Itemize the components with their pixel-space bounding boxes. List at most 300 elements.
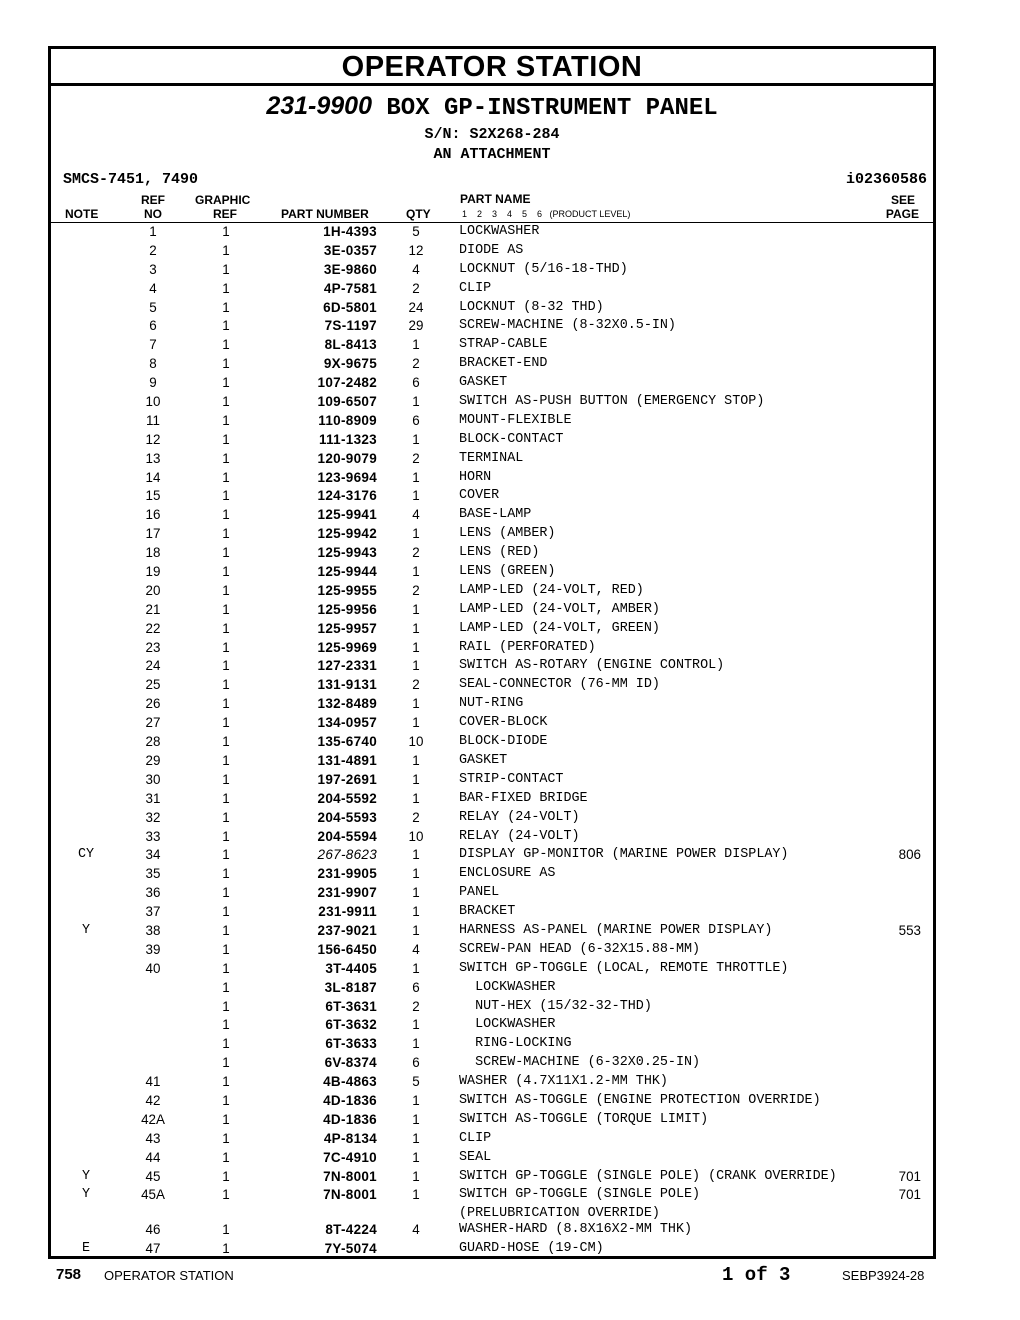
qty-cell: 4 <box>412 261 420 277</box>
ref-no-cell: 40 <box>145 960 161 976</box>
qty-cell: 1 <box>412 601 420 617</box>
part-number-cell: 4D-1836 <box>323 1111 377 1127</box>
ref-no-cell: 38 <box>145 922 161 938</box>
ref-no-cell: 34 <box>145 847 161 863</box>
table-row <box>51 771 933 790</box>
part-name-cell: SCREW-MACHINE (6-32X0.25-IN) <box>459 1055 701 1071</box>
ref-no-cell: 25 <box>145 677 161 693</box>
qty-cell: 6 <box>412 412 420 428</box>
col-note: NOTE <box>65 207 99 221</box>
table-row <box>51 393 933 412</box>
ref-no-cell: 36 <box>145 885 161 901</box>
graphic-ref-cell: 1 <box>222 658 230 674</box>
part-name-cell: GASKET <box>459 752 508 768</box>
part-number-cell: 109-6507 <box>317 394 377 410</box>
part-number-cell: 111-1323 <box>319 431 377 447</box>
part-name-cell: SWITCH GP-TOGGLE (SINGLE POLE) (PRELUBRICATION OVERRIDE) <box>459 1187 701 1222</box>
part-number-cell: 9X-9675 <box>323 356 377 372</box>
ref-no-cell: 18 <box>145 545 161 561</box>
graphic-ref-cell: 1 <box>222 545 230 561</box>
graphic-ref-cell: 1 <box>222 1017 230 1033</box>
graphic-ref-cell: 1 <box>222 620 230 636</box>
part-number-cell: 127-2331 <box>317 658 377 674</box>
part-number-cell: 3T-4405 <box>325 960 377 976</box>
part-number-cell: 125-9944 <box>317 564 377 580</box>
part-number-cell: 8T-4224 <box>325 1222 377 1238</box>
part-name-cell: SWITCH AS-ROTARY (ENGINE CONTROL) <box>459 658 725 674</box>
graphic-ref-cell: 1 <box>222 752 230 768</box>
graphic-ref-cell: 1 <box>222 431 230 447</box>
part-number-cell: 6T-3633 <box>325 1036 377 1052</box>
table-row <box>51 1186 933 1221</box>
col-part-number: PART NUMBER <box>281 207 369 221</box>
graphic-ref-cell: 1 <box>222 601 230 617</box>
qty-cell: 1 <box>412 1149 420 1165</box>
ref-no-cell: 27 <box>145 715 161 731</box>
qty-cell: 1 <box>412 885 420 901</box>
graphic-ref-cell: 1 <box>222 885 230 901</box>
col-graphic-top: GRAPHIC <box>195 193 251 207</box>
part-name-cell: TERMINAL <box>459 450 524 466</box>
part-number-cell: 125-9969 <box>317 639 377 655</box>
table-row <box>51 1054 933 1073</box>
graphic-ref-cell: 1 <box>222 337 230 353</box>
ref-no-cell: 14 <box>145 469 161 485</box>
ref-no-cell: 45A <box>141 1187 165 1203</box>
graphic-ref-cell: 1 <box>222 394 230 410</box>
table-row <box>51 1240 933 1259</box>
graphic-ref-cell: 1 <box>222 922 230 938</box>
qty-cell: 1 <box>412 922 420 938</box>
part-number-cell: 197-2691 <box>317 771 377 787</box>
footer-page-of: 1 of 3 <box>722 1264 791 1286</box>
see-page-cell: 701 <box>898 1168 921 1184</box>
part-name-cell: SCREW-PAN HEAD (6-32X15.88-MM) <box>459 941 701 957</box>
ref-no-cell: 19 <box>145 564 161 580</box>
qty-cell: 2 <box>412 280 420 296</box>
section-title: OPERATOR STATION <box>51 49 933 86</box>
qty-cell: 1 <box>412 696 420 712</box>
part-number-cell: 8L-8413 <box>324 337 377 353</box>
table-row <box>51 355 933 374</box>
graphic-ref-cell: 1 <box>222 734 230 750</box>
part-name-cell: WASHER-HARD (8.8X16X2-MM THK) <box>459 1222 693 1238</box>
part-name-cell: DIODE AS <box>459 242 524 258</box>
table-row <box>51 1149 933 1168</box>
table-row <box>51 752 933 771</box>
graphic-ref-cell: 1 <box>222 847 230 863</box>
ref-no-cell: 31 <box>145 790 161 806</box>
graphic-ref-cell: 1 <box>222 941 230 957</box>
graphic-ref-cell: 1 <box>222 375 230 391</box>
qty-cell: 6 <box>412 375 420 391</box>
qty-cell: 1 <box>412 1168 420 1184</box>
qty-cell: 2 <box>412 582 420 598</box>
ref-no-cell: 21 <box>145 601 161 617</box>
ref-no-cell: 41 <box>145 1074 161 1090</box>
col-product-level: 1 2 3 4 5 6 (PRODUCT LEVEL) <box>462 209 631 219</box>
part-name-cell: SEAL-CONNECTOR (76-MM ID) <box>459 677 660 693</box>
qty-cell: 2 <box>412 998 420 1014</box>
part-number-cell: 110-8909 <box>318 412 377 428</box>
ref-no-cell: 23 <box>145 639 161 655</box>
part-name-cell: LOCKWASHER <box>459 224 540 239</box>
part-name-cell: SWITCH AS-TOGGLE (TORQUE LIMIT) <box>459 1111 709 1127</box>
table-row <box>51 809 933 828</box>
graphic-ref-cell: 1 <box>222 1092 230 1108</box>
qty-cell: 1 <box>412 658 420 674</box>
graphic-ref-cell: 1 <box>222 771 230 787</box>
ref-no-cell: 47 <box>145 1241 161 1257</box>
attachment-label: AN ATTACHMENT <box>433 146 551 163</box>
table-row <box>51 280 933 299</box>
table-row <box>51 1221 933 1240</box>
qty-cell: 1 <box>412 771 420 787</box>
graphic-ref-cell: 1 <box>222 790 230 806</box>
part-name-cell: LAMP-LED (24-VOLT, AMBER) <box>459 601 660 617</box>
part-name-cell: GASKET <box>459 375 508 391</box>
graphic-ref-cell: 1 <box>222 280 230 296</box>
part-name-cell: MOUNT-FLEXIBLE <box>459 412 572 428</box>
qty-cell: 5 <box>412 224 420 239</box>
graphic-ref-cell: 1 <box>222 1130 230 1146</box>
graphic-ref-cell: 1 <box>222 450 230 466</box>
part-name-cell: LENS (RED) <box>459 545 540 561</box>
qty-cell: 2 <box>412 450 420 466</box>
part-name-cell: LOCKNUT (8-32 THD) <box>459 299 604 315</box>
part-number-cell: 123-9694 <box>317 469 377 485</box>
table-row <box>51 506 933 525</box>
qty-cell: 10 <box>408 828 424 844</box>
ref-no-cell: 3 <box>149 261 157 277</box>
smcs-code: SMCS-7451, 7490 <box>63 171 199 188</box>
part-number-cell: 1H-4393 <box>323 224 377 239</box>
qty-cell: 2 <box>412 677 420 693</box>
part-number-cell: 4D-1836 <box>323 1092 377 1108</box>
qty-cell: 12 <box>408 242 424 258</box>
table-row <box>51 1016 933 1035</box>
part-number-cell: 4P-8134 <box>323 1130 377 1146</box>
graphic-ref-cell: 1 <box>222 318 230 334</box>
graphic-ref-cell: 1 <box>222 998 230 1014</box>
part-number-cell: 231-9905 <box>317 866 377 882</box>
note-cell: E <box>81 1241 91 1257</box>
ref-no-cell: 2 <box>149 242 157 258</box>
col-part-name: PART NAME <box>460 192 531 206</box>
qty-cell: 4 <box>412 941 420 957</box>
serial-number: S/N: S2X268-284 <box>424 126 560 143</box>
graphic-ref-cell: 1 <box>222 677 230 693</box>
parts-header <box>51 86 933 192</box>
part-number-cell: 6V-8374 <box>324 1055 377 1071</box>
group-description: BOX GP-INSTRUMENT PANEL <box>386 95 718 122</box>
qty-cell: 1 <box>412 1017 420 1033</box>
graphic-ref-cell: 1 <box>222 1149 230 1165</box>
ref-no-cell: 20 <box>145 582 161 598</box>
table-row <box>51 1092 933 1111</box>
part-number-cell: 125-9941 <box>317 507 377 523</box>
part-number-cell: 7N-8001 <box>323 1168 377 1184</box>
part-name-cell: LOCKWASHER <box>459 1017 556 1033</box>
part-number-cell: 131-9131 <box>317 677 377 693</box>
graphic-ref-cell: 1 <box>222 1241 230 1257</box>
qty-cell: 1 <box>412 790 420 806</box>
ref-no-cell: 6 <box>149 318 157 334</box>
table-row <box>51 676 933 695</box>
graphic-ref-cell: 1 <box>222 1055 230 1071</box>
part-name-cell: SEAL <box>459 1149 492 1165</box>
part-number-cell: 134-0957 <box>317 715 377 731</box>
graphic-ref-cell: 1 <box>222 828 230 844</box>
part-number-cell: 3E-0357 <box>323 242 377 258</box>
document-id: i02360586 <box>845 171 927 188</box>
graphic-ref-cell: 1 <box>222 1187 230 1203</box>
ref-no-cell: 22 <box>145 620 161 636</box>
qty-cell: 1 <box>412 960 420 976</box>
table-row <box>51 374 933 393</box>
ref-no-cell: 35 <box>145 866 161 882</box>
part-number-cell: 6T-3632 <box>325 1017 377 1033</box>
part-number-cell: 125-9942 <box>317 526 377 542</box>
part-number-cell: 4B-4863 <box>323 1074 377 1090</box>
group-title <box>51 92 933 122</box>
ref-no-cell: 26 <box>145 696 161 712</box>
part-number-cell: 124-3176 <box>317 488 377 504</box>
part-name-cell: BRACKET-END <box>459 356 548 372</box>
footer-page-number: 758 <box>56 1266 82 1283</box>
part-number-cell: 6T-3631 <box>325 998 377 1014</box>
part-name-cell: LOCKWASHER <box>459 979 556 995</box>
graphic-ref-cell: 1 <box>222 488 230 504</box>
part-name-cell: NUT-RING <box>459 696 524 712</box>
part-name-cell: BRACKET <box>459 904 516 920</box>
part-name-cell: LAMP-LED (24-VOLT, RED) <box>459 582 644 598</box>
note-cell: CY <box>77 847 95 863</box>
part-number-cell: 7S-1197 <box>324 318 377 334</box>
see-page-cell: 701 <box>898 1187 921 1203</box>
ref-no-cell: 42 <box>145 1092 161 1108</box>
ref-no-cell: 9 <box>149 375 157 391</box>
column-headers <box>51 192 933 223</box>
table-row <box>51 582 933 601</box>
ref-no-cell: 45 <box>145 1168 161 1184</box>
table-row <box>51 469 933 488</box>
part-number-cell: 7C-4910 <box>323 1149 377 1165</box>
part-number-cell: 6D-5801 <box>323 299 377 315</box>
table-row <box>51 695 933 714</box>
qty-cell: 2 <box>412 545 420 561</box>
part-name-cell: LENS (GREEN) <box>459 564 556 580</box>
table-row <box>51 450 933 469</box>
part-number-cell: 3E-9860 <box>323 261 377 277</box>
graphic-ref-cell: 1 <box>222 412 230 428</box>
ref-no-cell: 24 <box>145 658 161 674</box>
col-graphic-bottom: REF <box>213 207 237 221</box>
table-row <box>51 412 933 431</box>
ref-no-cell: 29 <box>145 752 161 768</box>
page-footer <box>0 1262 1020 1292</box>
part-number-cell: 125-9957 <box>317 620 377 636</box>
ref-no-cell: 37 <box>145 904 161 920</box>
table-row <box>51 261 933 280</box>
qty-cell: 1 <box>412 1111 420 1127</box>
part-number-cell: 125-9955 <box>317 582 377 598</box>
qty-cell: 1 <box>412 847 420 863</box>
see-page-cell: 806 <box>898 847 921 863</box>
qty-cell: 1 <box>412 564 420 580</box>
qty-cell: 10 <box>408 734 424 750</box>
ref-no-cell: 1 <box>149 224 157 239</box>
graphic-ref-cell: 1 <box>222 582 230 598</box>
part-name-cell: SWITCH GP-TOGGLE (SINGLE POLE) (CRANK OVERRIDE) <box>459 1168 837 1184</box>
part-name-cell: COVER <box>459 488 500 504</box>
table-row <box>51 1035 933 1054</box>
ref-no-cell: 42A <box>141 1111 165 1127</box>
part-name-cell: PANEL <box>459 885 500 901</box>
ref-no-cell: 15 <box>145 488 161 504</box>
ref-no-cell: 10 <box>145 394 161 410</box>
part-number-cell: 7Y-5074 <box>324 1241 377 1257</box>
col-qty: QTY <box>406 207 431 221</box>
part-number-cell: 4P-7581 <box>323 280 377 296</box>
part-number-cell: 237-9021 <box>317 922 377 938</box>
ref-no-cell: 12 <box>145 431 161 447</box>
graphic-ref-cell: 1 <box>222 866 230 882</box>
ref-no-cell: 17 <box>145 526 161 542</box>
graphic-ref-cell: 1 <box>222 979 230 995</box>
table-row <box>51 790 933 809</box>
part-name-cell: NUT-HEX (15/32-32-THD) <box>459 998 652 1014</box>
ref-no-cell: 8 <box>149 356 157 372</box>
part-number-cell: 3L-8187 <box>324 979 377 995</box>
graphic-ref-cell: 1 <box>222 356 230 372</box>
graphic-ref-cell: 1 <box>222 1111 230 1127</box>
part-name-cell: RELAY (24-VOLT) <box>459 809 580 825</box>
graphic-ref-cell: 1 <box>222 639 230 655</box>
graphic-ref-cell: 1 <box>222 299 230 315</box>
graphic-ref-cell: 1 <box>222 960 230 976</box>
table-row <box>51 884 933 903</box>
ref-no-cell: 30 <box>145 771 161 787</box>
ref-no-cell: 32 <box>145 809 161 825</box>
part-number-cell: 131-4891 <box>317 752 377 768</box>
part-name-cell: SWITCH GP-TOGGLE (LOCAL, REMOTE THROTTLE) <box>459 960 789 976</box>
part-name-cell: BLOCK-DIODE <box>459 734 548 750</box>
ref-no-cell: 43 <box>145 1130 161 1146</box>
table-row <box>51 657 933 676</box>
qty-cell: 1 <box>412 639 420 655</box>
qty-cell: 1 <box>412 526 420 542</box>
part-name-cell: LOCKNUT (5/16-18-THD) <box>459 261 628 277</box>
table-row <box>51 317 933 336</box>
graphic-ref-cell: 1 <box>222 809 230 825</box>
part-name-cell: GUARD-HOSE (19-CM) <box>459 1241 604 1257</box>
part-name-cell: HORN <box>459 469 492 485</box>
graphic-ref-cell: 1 <box>222 261 230 277</box>
part-number-cell: 204-5592 <box>317 790 377 806</box>
part-name-cell: CLIP <box>459 1130 492 1146</box>
table-row <box>51 979 933 998</box>
table-row <box>51 960 933 979</box>
graphic-ref-cell: 1 <box>222 904 230 920</box>
part-name-cell: COVER-BLOCK <box>459 715 548 731</box>
part-name-cell: LENS (AMBER) <box>459 526 556 542</box>
parts-list-frame <box>48 46 936 1259</box>
part-number-cell: 135-6740 <box>317 734 377 750</box>
qty-cell: 1 <box>412 1092 420 1108</box>
col-see-bottom: PAGE <box>885 207 919 221</box>
table-row <box>51 865 933 884</box>
part-name-cell: STRIP-CONTACT <box>459 771 564 787</box>
part-name-cell: HARNESS AS-PANEL (MARINE POWER DISPLAY) <box>459 922 773 938</box>
table-row <box>51 1073 933 1092</box>
table-row <box>51 1111 933 1130</box>
ref-no-cell: 4 <box>149 280 157 296</box>
part-name-cell: ENCLOSURE AS <box>459 866 556 882</box>
table-row <box>51 714 933 733</box>
qty-cell: 6 <box>412 1055 420 1071</box>
qty-cell: 1 <box>412 866 420 882</box>
qty-cell: 29 <box>408 318 424 334</box>
table-row <box>51 828 933 847</box>
graphic-ref-cell: 1 <box>222 224 230 239</box>
table-row <box>51 299 933 318</box>
ref-no-cell: 39 <box>145 941 161 957</box>
part-name-cell: RELAY (24-VOLT) <box>459 828 580 844</box>
col-ref-top: REF <box>141 193 165 207</box>
note-cell: Y <box>81 922 91 938</box>
qty-cell: 1 <box>412 337 420 353</box>
qty-cell: 6 <box>412 979 420 995</box>
part-name-cell: WASHER (4.7X11X1.2-MM THK) <box>459 1074 668 1090</box>
qty-cell: 1 <box>412 715 420 731</box>
part-number-cell: 107-2482 <box>317 375 377 391</box>
part-name-cell: LAMP-LED (24-VOLT, GREEN) <box>459 620 660 636</box>
table-row <box>51 525 933 544</box>
note-cell: Y <box>81 1187 91 1203</box>
table-row <box>51 998 933 1017</box>
part-number-cell: 231-9907 <box>317 885 377 901</box>
qty-cell: 1 <box>412 469 420 485</box>
qty-cell: 1 <box>412 431 420 447</box>
part-number-cell: 120-9079 <box>317 450 377 466</box>
table-row <box>51 601 933 620</box>
qty-cell: 1 <box>412 752 420 768</box>
table-row <box>51 544 933 563</box>
ref-no-cell: 7 <box>149 337 157 353</box>
qty-cell: 1 <box>412 488 420 504</box>
part-name-cell: DISPLAY GP-MONITOR (MARINE POWER DISPLAY) <box>459 847 789 863</box>
qty-cell: 24 <box>408 299 424 315</box>
qty-cell: 1 <box>412 620 420 636</box>
ref-no-cell: 13 <box>145 450 161 466</box>
table-row <box>51 242 933 261</box>
part-number-cell: 132-8489 <box>317 696 377 712</box>
part-name-cell: BAR-FIXED BRIDGE <box>459 790 588 806</box>
part-name-cell: SWITCH AS-TOGGLE (ENGINE PROTECTION OVERRIDE) <box>459 1092 821 1108</box>
graphic-ref-cell: 1 <box>222 1074 230 1090</box>
graphic-ref-cell: 1 <box>222 242 230 258</box>
graphic-ref-cell: 1 <box>222 507 230 523</box>
table-row <box>51 431 933 450</box>
part-number-cell: 156-6450 <box>317 941 377 957</box>
table-row <box>51 620 933 639</box>
part-number-cell: 204-5594 <box>317 828 377 844</box>
qty-cell: 1 <box>412 1130 420 1146</box>
part-name-cell: RAIL (PERFORATED) <box>459 639 596 655</box>
ref-no-cell: 5 <box>149 299 157 315</box>
table-row <box>51 922 933 941</box>
